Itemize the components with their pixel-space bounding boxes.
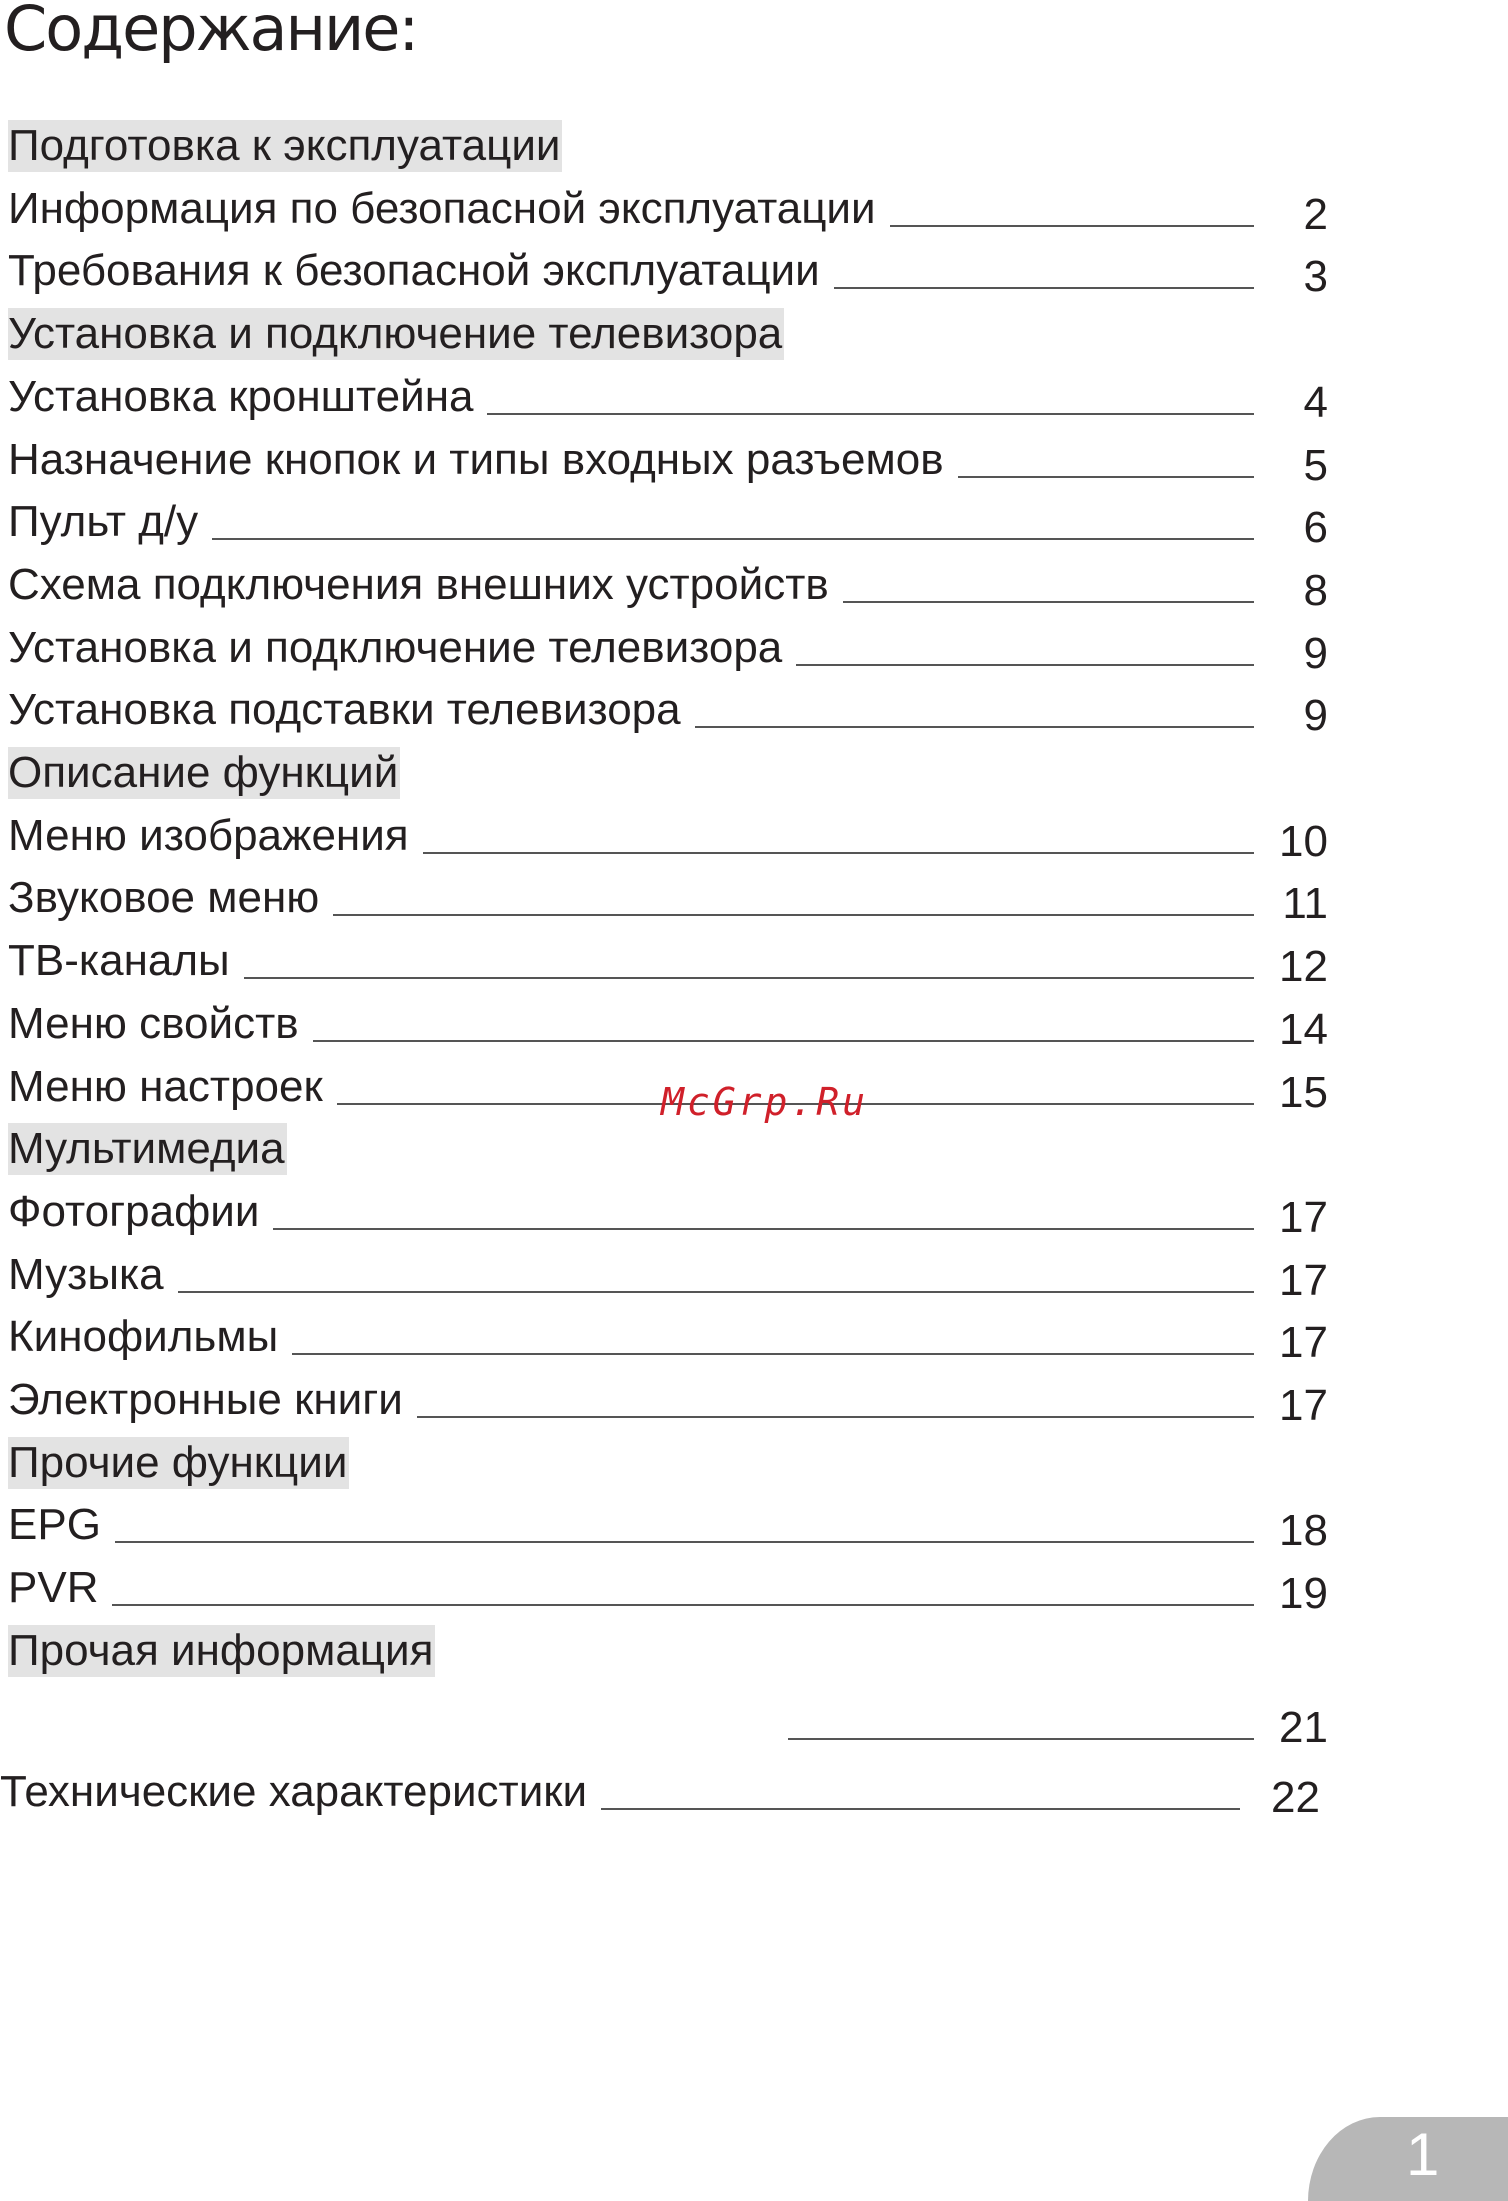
dot-leader-line [178, 1291, 1254, 1293]
toc-page-number: 10 [1279, 816, 1328, 866]
watermark: McGrp.Ru [661, 1080, 869, 1124]
toc-entry-label: Технические характеристики [0, 1767, 588, 1817]
toc-page-number: 9 [1303, 691, 1328, 741]
toc-page-number: 14 [1279, 1004, 1328, 1054]
toc-entry-label: Электронные книги [8, 1375, 403, 1424]
dot-leader-line [958, 476, 1254, 478]
toc-entry[interactable] [8, 496, 1328, 558]
toc-page-number: 21 [1279, 1702, 1328, 1752]
toc-page-number: 4 [1303, 377, 1328, 427]
toc-entry[interactable] [8, 935, 1328, 997]
toc-page-number: 17 [1279, 1255, 1328, 1305]
section-heading-label: Описание функций [8, 748, 399, 797]
section-heading-label: Прочая информация [8, 1625, 434, 1675]
toc-page-number: 11 [1282, 879, 1328, 929]
toc-page-number: 19 [1279, 1569, 1328, 1619]
toc-page-number: 5 [1303, 440, 1328, 490]
toc-page-number: 6 [1303, 503, 1328, 553]
toc-page-number: 17 [1279, 1192, 1328, 1242]
dot-leader-line [212, 538, 1254, 540]
toc-entry-label: Музыка [8, 1249, 164, 1299]
toc-page-number: 17 [1279, 1318, 1328, 1368]
dot-leader-line [273, 1228, 1254, 1230]
toc-section-heading[interactable] [8, 1437, 1328, 1499]
section-heading-label: Подготовка к эксплуатации [8, 121, 561, 170]
toc-entry-label: EPG [8, 1500, 101, 1550]
toc-entry[interactable] [8, 1499, 1328, 1561]
toc-entry[interactable] [8, 622, 1328, 684]
toc-page-number: 8 [1303, 565, 1328, 615]
toc-entry-label: Назначение кнопок и типы входных разъемов [8, 434, 944, 484]
page-title: Содержание: [4, 0, 418, 65]
toc-entry-label: Меню изображения [8, 810, 409, 860]
toc-entry-label: Информация по безопасной эксплуатации [8, 183, 876, 233]
section-heading-label: Мультимедиа [8, 1124, 285, 1174]
toc-page-number: 22 [1271, 1773, 1320, 1823]
toc-entry[interactable] [8, 245, 1328, 307]
toc-entry[interactable] [8, 371, 1328, 433]
toc-entry[interactable] [8, 1311, 1328, 1373]
toc-page-number: 15 [1279, 1067, 1328, 1117]
toc-page-number: 12 [1279, 942, 1328, 992]
toc-entry-label: Схема подключения внешних устройств [8, 559, 829, 609]
toc-entry[interactable] [8, 1186, 1328, 1248]
toc-entry[interactable] [8, 559, 1328, 621]
toc-entry-label: Меню настроек [8, 1061, 323, 1111]
toc-page-number: 3 [1303, 252, 1328, 302]
toc-entry-label: Фотографии [8, 1186, 260, 1236]
toc-section-heading[interactable] [8, 747, 1328, 809]
toc-entry-label: ТВ-каналы [8, 936, 230, 986]
dot-leader-line [423, 852, 1254, 854]
toc-entry-label: Требования к безопасной эксплуатации [8, 246, 820, 296]
toc-entry-label: Звуковое меню [8, 873, 320, 923]
toc-page-number: 9 [1303, 628, 1328, 678]
toc-page-number: 18 [1279, 1506, 1328, 1556]
dot-leader-line [244, 977, 1254, 979]
toc-entry-label: Меню свойств [8, 998, 299, 1048]
toc-entry[interactable] [8, 998, 1328, 1060]
toc-entry[interactable] [8, 1562, 1328, 1624]
toc-entry-label: PVR [8, 1563, 99, 1613]
dot-leader-line [843, 601, 1254, 603]
dot-leader-line [313, 1040, 1254, 1042]
toc-entry[interactable] [8, 810, 1328, 872]
toc-entry[interactable] [0, 1766, 1320, 1828]
toc-entry-label: Установка и подключение телевизора [8, 622, 783, 672]
toc-entry[interactable] [8, 1249, 1328, 1311]
dot-leader-line [112, 1604, 1254, 1606]
toc-entry[interactable] [8, 1696, 1328, 1758]
section-heading-label: Прочие функции [8, 1437, 348, 1487]
toc-entry[interactable] [8, 183, 1328, 245]
dot-leader-line [292, 1353, 1254, 1355]
toc-section-heading[interactable] [8, 1123, 1328, 1185]
toc-section-heading[interactable] [8, 1625, 1328, 1687]
section-heading-label: Установка и подключение телевизора [8, 309, 783, 359]
dot-leader-line [601, 1808, 1240, 1810]
toc-entry[interactable] [8, 872, 1328, 934]
toc-entry[interactable] [8, 684, 1328, 746]
dot-leader-line [333, 914, 1254, 916]
toc-page-number: 17 [1279, 1381, 1328, 1430]
toc-entry-label: Пульт д/у [8, 497, 199, 547]
toc-entry-label: Кинофильмы [8, 1312, 279, 1362]
toc-page-number: 2 [1303, 189, 1328, 239]
page-number: 1 [1406, 2121, 1440, 2188]
dot-leader-line [788, 1738, 1254, 1740]
toc-entry-label: Установка подставки телевизора [8, 685, 681, 735]
dot-leader-line [890, 225, 1254, 227]
toc-entry-label: Установка кронштейна [8, 371, 474, 421]
dot-leader-line [695, 726, 1254, 728]
dot-leader-line [796, 664, 1254, 666]
dot-leader-line [417, 1416, 1254, 1418]
toc-section-heading[interactable] [8, 120, 1328, 182]
toc-entry[interactable] [8, 434, 1328, 496]
dot-leader-line [115, 1541, 1254, 1543]
toc-entry[interactable] [8, 1374, 1328, 1436]
dot-leader-line [834, 287, 1254, 289]
dot-leader-line [487, 413, 1254, 415]
toc-section-heading[interactable] [8, 308, 1328, 370]
